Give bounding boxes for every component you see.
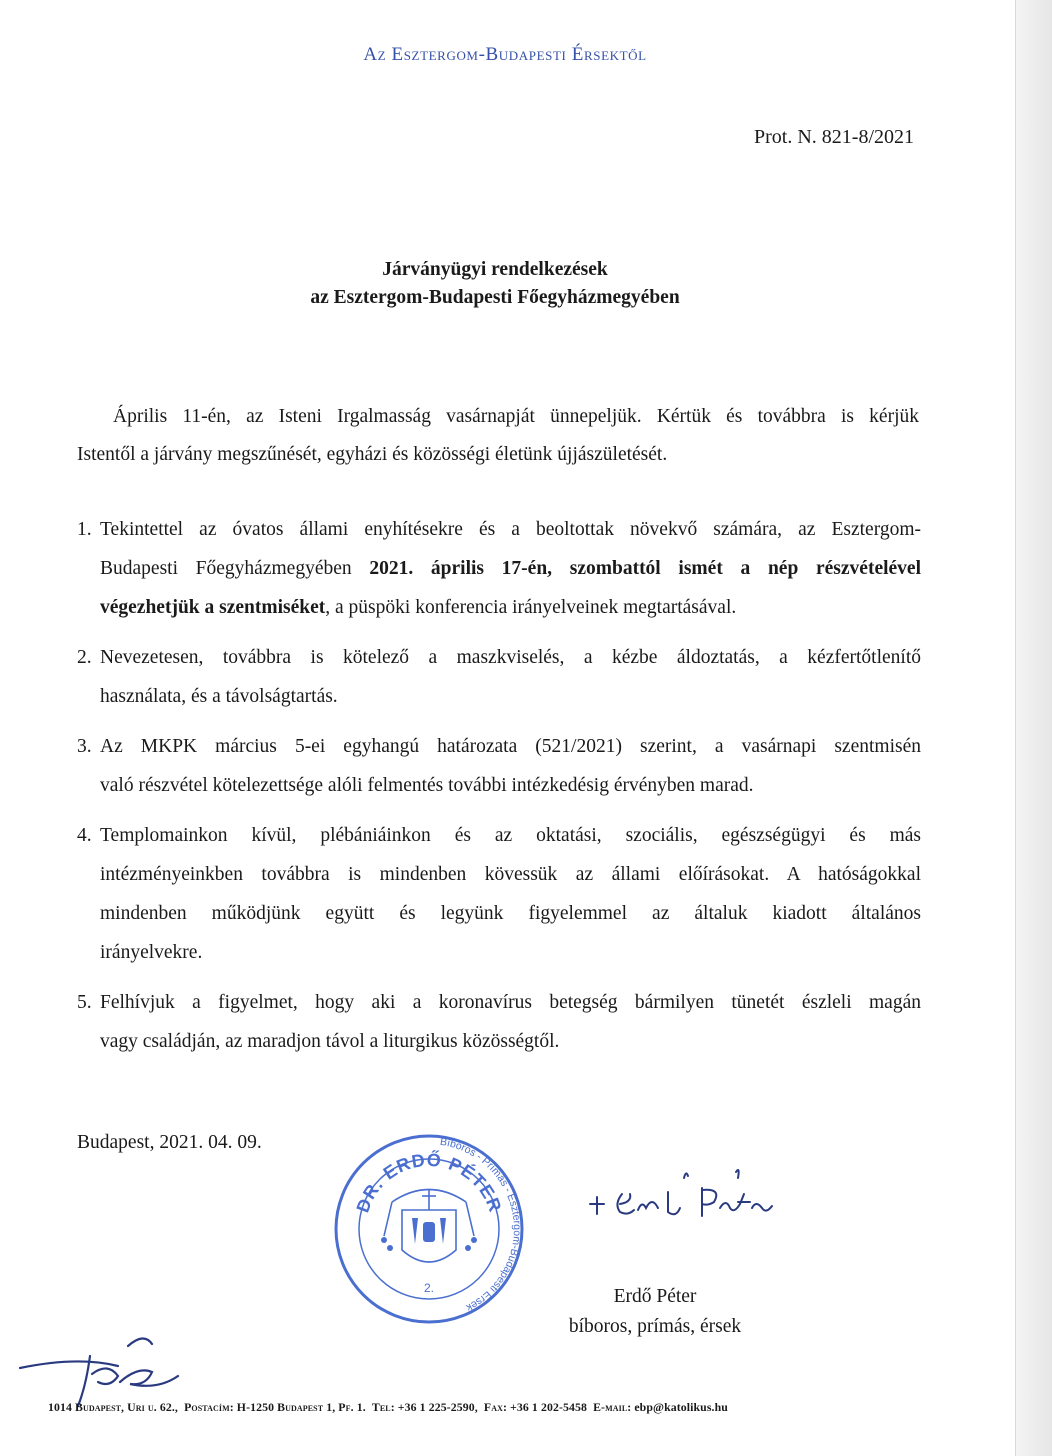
item-line: Templomainkon kívül, plébániáinkon és az oktatási, szociális, egészségügyi és más bbox=[100, 825, 921, 846]
seal-number: 2. bbox=[423, 1281, 435, 1295]
provision-item-3 bbox=[77, 727, 921, 805]
provision-item-4 bbox=[77, 816, 921, 972]
item-line: intézményeinkben továbbra is mindenben kövessük az állami előírásokat. A hatóságokkal bbox=[100, 864, 921, 885]
letterhead-footer bbox=[48, 1400, 988, 1415]
provision-item-2 bbox=[77, 638, 921, 716]
signer-block bbox=[520, 1282, 790, 1342]
protocol-number: Prot. N. 821-8/2021 bbox=[754, 126, 914, 148]
item-text: Budapesti Főegyházmegyében bbox=[100, 558, 370, 579]
intro-line-2: Istentől a járvány megszűnését, egyházi és közösségi életünk újjászületését. bbox=[77, 444, 668, 465]
seal-top-text: DR. ERDŐ PÉTER bbox=[352, 1149, 506, 1216]
signer-name: Erdő Péter bbox=[613, 1286, 697, 1307]
footer-postal: Postacím: H-1250 Budapest 1, Pf. 1. bbox=[184, 1400, 366, 1414]
initials-scrawl bbox=[18, 1326, 198, 1408]
provision-item-1 bbox=[77, 510, 921, 627]
item-line: irányelvekre. bbox=[100, 942, 203, 963]
provisions-list bbox=[77, 510, 921, 1072]
item-number: 1. bbox=[77, 519, 92, 540]
intro-paragraph bbox=[77, 398, 919, 474]
footer-email[interactable]: ebp@katolikus.hu bbox=[634, 1400, 728, 1414]
item-line bbox=[100, 588, 921, 627]
item-line: Felhívjuk a figyelmet, hogy aki a koronavírus betegség bármilyen tünetét észleli magán bbox=[100, 992, 921, 1013]
item-line: való részvétel kötelezettsége alóli felmentés további intézkedésig érvényben marad. bbox=[100, 775, 754, 796]
page-edge bbox=[1015, 0, 1052, 1456]
item-line: Tekintettel az óvatos állami enyhítésekre és a beoltottak növekvő számára, az Esztergom- bbox=[100, 519, 921, 540]
title-line-1: Járványügyi rendelkezések bbox=[382, 259, 608, 280]
item-text: , a püspöki konferencia irányelveinek megtartásával. bbox=[325, 597, 737, 618]
intro-line-1: Április 11-én, az Isteni Irgalmasság vasárnapját ünnepeljük. Kértük és továbbra is kérjük bbox=[113, 406, 919, 427]
item-bold-text: 2021. április 17-én, szombattól ismét a nép részvételével bbox=[369, 558, 921, 579]
handwritten-signature bbox=[580, 1164, 790, 1234]
item-line: Nevezetesen, továbbra is kötelező a maszkviselés, a kézbe áldoztatás, a kézfertőtlenítő bbox=[100, 647, 921, 668]
item-line: Az MKPK március 5-ei egyhangú határozata (521/2021) szerint, a vasárnapi szentmisén bbox=[100, 736, 921, 757]
item-line: mindenben működjünk együtt és legyünk figyelemmel az általuk kiadott általános bbox=[100, 903, 921, 924]
item-line: használata, és a távolságtartás. bbox=[100, 686, 338, 707]
document-title bbox=[0, 256, 990, 312]
seal-ring-text: Bíboros - Prímás - Esztergom-Budapesti Érsek bbox=[439, 1135, 523, 1314]
item-number: 5. bbox=[77, 992, 92, 1013]
footer-fax: Fax: +36 1 202-5458 bbox=[483, 1400, 587, 1414]
item-bold-text: végezhetjük a szentmiséket bbox=[100, 597, 326, 618]
place-date: Budapest, 2021. 04. 09. bbox=[77, 1132, 262, 1153]
item-line: vagy családján, az maradjon távol a liturgikus közösségtől. bbox=[100, 1031, 560, 1052]
item-number: 2. bbox=[77, 647, 92, 668]
provision-item-5 bbox=[77, 983, 921, 1061]
signer-role: bíboros, prímás, érsek bbox=[568, 1316, 742, 1337]
item-number: 3. bbox=[77, 736, 92, 757]
item-number: 4. bbox=[77, 825, 92, 846]
item-line bbox=[100, 549, 921, 588]
footer-tel: Tel: +36 1 225-2590, bbox=[371, 1400, 478, 1414]
official-seal bbox=[332, 1132, 526, 1326]
footer-email-label: E-mail: bbox=[593, 1400, 632, 1414]
title-line-2: az Esztergom-Budapesti Főegyházmegyében bbox=[310, 287, 680, 308]
footer-address: 1014 Budapest, Uri u. 62., bbox=[48, 1400, 178, 1414]
letterhead: Az Esztergom-Budapesti Érsektől bbox=[363, 44, 647, 65]
